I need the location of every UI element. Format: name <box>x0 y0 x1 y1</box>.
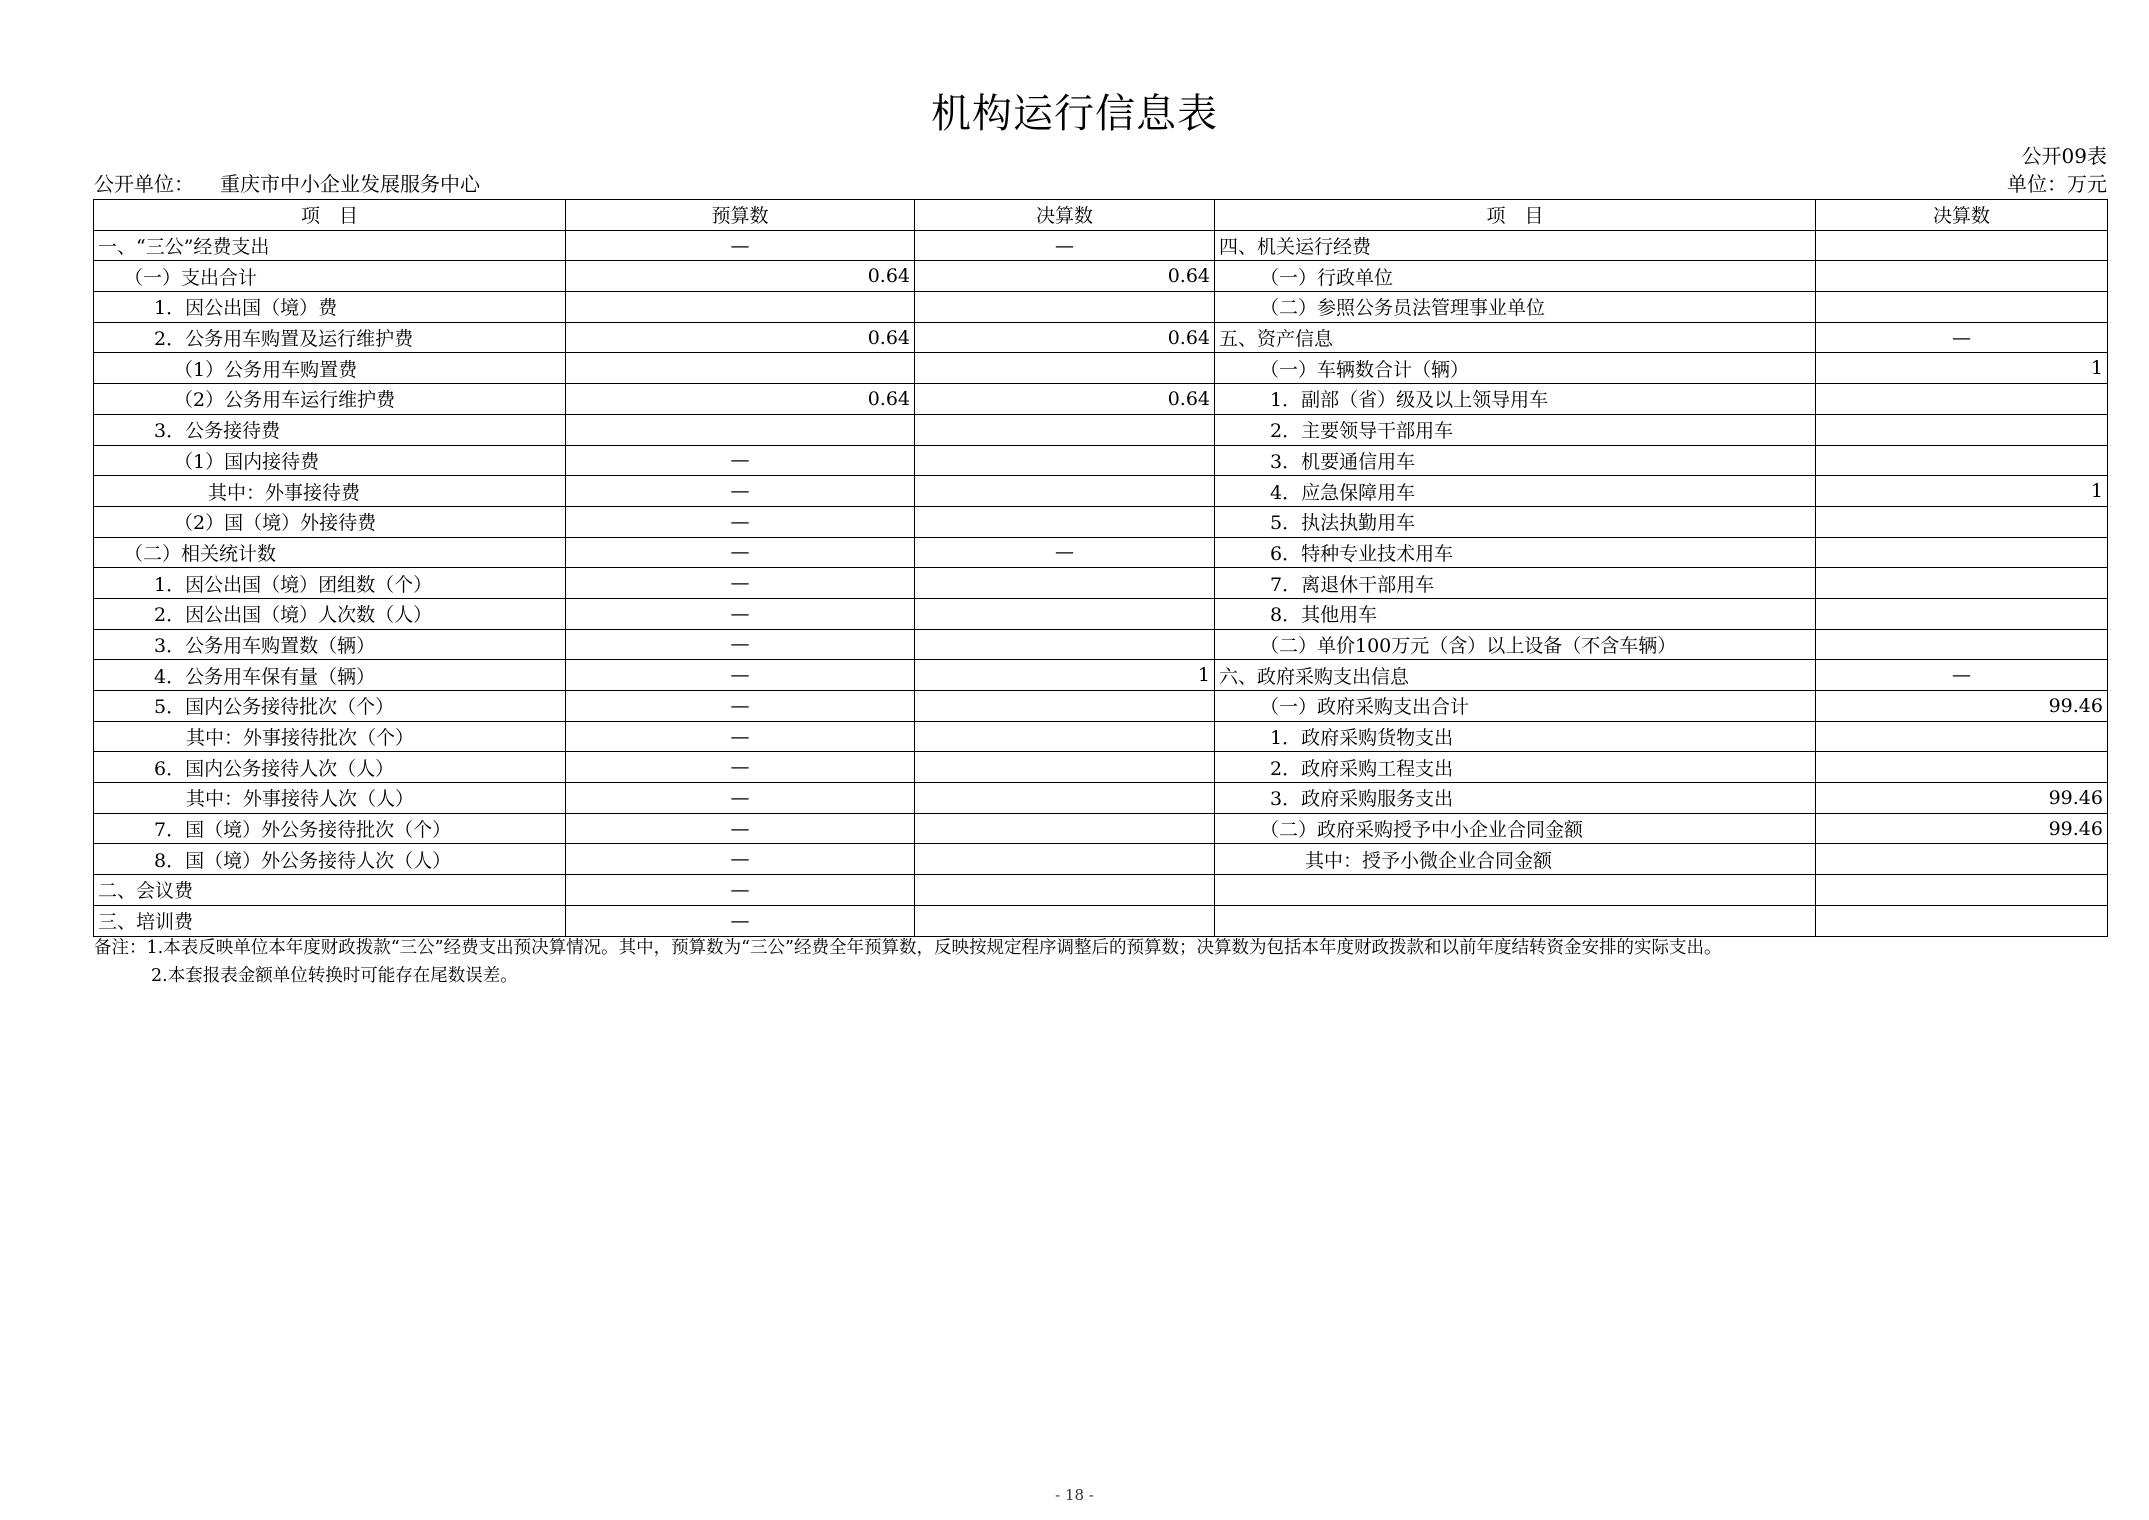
table-row <box>94 506 2108 537</box>
table-row <box>94 322 2108 353</box>
right-item: 4．应急保障用车 <box>1215 476 1816 507</box>
right-item: 六、政府采购支出信息 <box>1215 660 1816 691</box>
currency-unit: 单位：万元 <box>2007 172 2107 196</box>
left-item: （二）相关统计数 <box>94 537 566 568</box>
form-number: 公开09表 <box>2021 144 2107 168</box>
right-final <box>1816 568 2108 599</box>
table-row <box>94 598 2108 629</box>
table-row <box>94 629 2108 660</box>
left-budget: — <box>566 875 915 906</box>
table-row <box>94 752 2108 783</box>
right-item: 5．执法执勤用车 <box>1215 506 1816 537</box>
left-item: 4．公务用车保有量（辆） <box>94 660 566 691</box>
table-row <box>94 353 2108 384</box>
left-final <box>915 292 1215 323</box>
left-final <box>915 629 1215 660</box>
left-item: （1）公务用车购置费 <box>94 353 566 384</box>
left-item: 其中：外事接待人次（人） <box>94 783 566 814</box>
left-item: 一、“三公”经费支出 <box>94 230 566 261</box>
left-item: 三、培训费 <box>94 905 566 936</box>
left-final <box>915 476 1215 507</box>
left-budget <box>566 353 915 384</box>
left-budget <box>566 414 915 445</box>
table-row <box>94 292 2108 323</box>
table-row <box>94 230 2108 261</box>
left-final: 0.64 <box>915 261 1215 292</box>
left-final <box>915 783 1215 814</box>
right-final: 99.46 <box>1816 783 2108 814</box>
left-final <box>915 875 1215 906</box>
operation-info-table <box>93 199 2108 937</box>
left-final: 0.64 <box>915 384 1215 415</box>
right-final <box>1816 292 2108 323</box>
left-item: 二、会议费 <box>94 875 566 906</box>
right-final <box>1816 875 2108 906</box>
right-item: 6．特种专业技术用车 <box>1215 537 1816 568</box>
left-budget: — <box>566 844 915 875</box>
left-item: 5．国内公务接待批次（个） <box>94 691 566 722</box>
right-final: 99.46 <box>1816 691 2108 722</box>
right-item: 3．政府采购服务支出 <box>1215 783 1816 814</box>
right-item: （一）政府采购支出合计 <box>1215 691 1816 722</box>
right-final <box>1816 261 2108 292</box>
table-row <box>94 414 2108 445</box>
reporting-unit-label: 公开单位： <box>94 172 194 196</box>
right-item <box>1215 905 1816 936</box>
right-final <box>1816 537 2108 568</box>
right-item: （二）参照公务员法管理事业单位 <box>1215 292 1816 323</box>
left-final <box>915 353 1215 384</box>
header-budget: 预算数 <box>566 200 915 231</box>
header-left-item: 项 目 <box>94 200 566 231</box>
notes <box>94 934 1721 990</box>
left-budget: 0.64 <box>566 384 915 415</box>
right-final: 1 <box>1816 353 2108 384</box>
table-header-row <box>94 200 2108 231</box>
right-final <box>1816 844 2108 875</box>
right-item <box>1215 875 1816 906</box>
right-item: 3．机要通信用车 <box>1215 445 1816 476</box>
right-item: 8．其他用车 <box>1215 598 1816 629</box>
reporting-unit-name: 重庆市中小企业发展服务中心 <box>220 172 480 196</box>
table-row <box>94 721 2108 752</box>
left-final <box>915 721 1215 752</box>
left-item: （1）国内接待费 <box>94 445 566 476</box>
left-budget: — <box>566 721 915 752</box>
right-item: 7．离退休干部用车 <box>1215 568 1816 599</box>
right-item: 2．主要领导干部用车 <box>1215 414 1816 445</box>
left-budget: — <box>566 752 915 783</box>
table-row <box>94 660 2108 691</box>
left-budget: — <box>566 506 915 537</box>
left-budget: — <box>566 905 915 936</box>
right-item: 四、机关运行经费 <box>1215 230 1816 261</box>
left-item: 其中：外事接待批次（个） <box>94 721 566 752</box>
left-budget: — <box>566 598 915 629</box>
left-item: 8．国（境）外公务接待人次（人） <box>94 844 566 875</box>
left-final <box>915 414 1215 445</box>
right-final: — <box>1816 660 2108 691</box>
right-final: 99.46 <box>1816 813 2108 844</box>
right-final <box>1816 445 2108 476</box>
left-item: 2．公务用车购置及运行维护费 <box>94 322 566 353</box>
left-item: 3．公务接待费 <box>94 414 566 445</box>
right-final <box>1816 230 2108 261</box>
table-row <box>94 905 2108 936</box>
left-budget: — <box>566 537 915 568</box>
page-title: 机构运行信息表 <box>931 91 1218 137</box>
left-item: 2．因公出国（境）人次数（人） <box>94 598 566 629</box>
right-final <box>1816 598 2108 629</box>
table-row <box>94 813 2108 844</box>
unit-row <box>94 168 2107 196</box>
left-final <box>915 752 1215 783</box>
right-final <box>1816 629 2108 660</box>
left-item: （2）国（境）外接待费 <box>94 506 566 537</box>
left-budget: 0.64 <box>566 261 915 292</box>
reporting-unit <box>94 168 480 197</box>
right-final <box>1816 414 2108 445</box>
left-item: 其中：外事接待费 <box>94 476 566 507</box>
left-final: 1 <box>915 660 1215 691</box>
table-row <box>94 476 2108 507</box>
left-budget: — <box>566 813 915 844</box>
right-item: （二）单价100万元（含）以上设备（不含车辆） <box>1215 629 1816 660</box>
left-budget: — <box>566 476 915 507</box>
right-final <box>1816 721 2108 752</box>
left-budget: — <box>566 230 915 261</box>
left-item: （2）公务用车运行维护费 <box>94 384 566 415</box>
left-final <box>915 506 1215 537</box>
table-row <box>94 691 2108 722</box>
header-right-item: 项 目 <box>1215 200 1816 231</box>
right-final <box>1816 384 2108 415</box>
right-final <box>1816 905 2108 936</box>
left-budget: — <box>566 691 915 722</box>
note-1: 备注：1.本表反映单位本年度财政拨款“三公”经费支出预决算情况。其中，预算数为“三公”经费全年预算数，反映按规定程序调整后的预算数；决算数为包括本年度财政拨款和以前年度结转资金安排的实际支出。 <box>94 938 1722 958</box>
left-budget: — <box>566 568 915 599</box>
note-2: 2.本套报表金额单位转换时可能存在尾数误差。 <box>151 966 518 986</box>
left-budget: — <box>566 660 915 691</box>
page-number: - 18 - <box>1055 1486 1094 1504</box>
left-item: 6．国内公务接待人次（人） <box>94 752 566 783</box>
right-item: 1．政府采购货物支出 <box>1215 721 1816 752</box>
right-final: — <box>1816 322 2108 353</box>
right-item: 五、资产信息 <box>1215 322 1816 353</box>
right-final <box>1816 752 2108 783</box>
right-item: 2．政府采购工程支出 <box>1215 752 1816 783</box>
left-item: 7．国（境）外公务接待批次（个） <box>94 813 566 844</box>
right-item: （一）车辆数合计（辆） <box>1215 353 1816 384</box>
left-final <box>915 568 1215 599</box>
table-row <box>94 568 2108 599</box>
left-final <box>915 844 1215 875</box>
right-item: 1．副部（省）级及以上领导用车 <box>1215 384 1816 415</box>
left-budget: — <box>566 445 915 476</box>
header-final: 决算数 <box>915 200 1215 231</box>
table-row <box>94 445 2108 476</box>
left-item: （一）支出合计 <box>94 261 566 292</box>
left-item: 1．因公出国（境）费 <box>94 292 566 323</box>
table-row <box>94 875 2108 906</box>
left-item: 1．因公出国（境）团组数（个） <box>94 568 566 599</box>
table-row <box>94 537 2108 568</box>
left-budget: — <box>566 629 915 660</box>
left-final: 0.64 <box>915 322 1215 353</box>
left-budget <box>566 292 915 323</box>
table-row <box>94 783 2108 814</box>
left-final <box>915 445 1215 476</box>
left-final <box>915 813 1215 844</box>
header-right-final: 决算数 <box>1816 200 2108 231</box>
right-item: （二）政府采购授予中小企业合同金额 <box>1215 813 1816 844</box>
left-budget: — <box>566 783 915 814</box>
left-budget: 0.64 <box>566 322 915 353</box>
right-final <box>1816 506 2108 537</box>
table-row <box>94 844 2108 875</box>
right-final: 1 <box>1816 476 2108 507</box>
left-item: 3．公务用车购置数（辆） <box>94 629 566 660</box>
left-final <box>915 598 1215 629</box>
left-final <box>915 905 1215 936</box>
left-final <box>915 691 1215 722</box>
table-row <box>94 261 2108 292</box>
left-final: — <box>915 230 1215 261</box>
right-item: （一）行政单位 <box>1215 261 1816 292</box>
right-item: 其中：授予小微企业合同金额 <box>1215 844 1816 875</box>
left-final: — <box>915 537 1215 568</box>
table-row <box>94 384 2108 415</box>
